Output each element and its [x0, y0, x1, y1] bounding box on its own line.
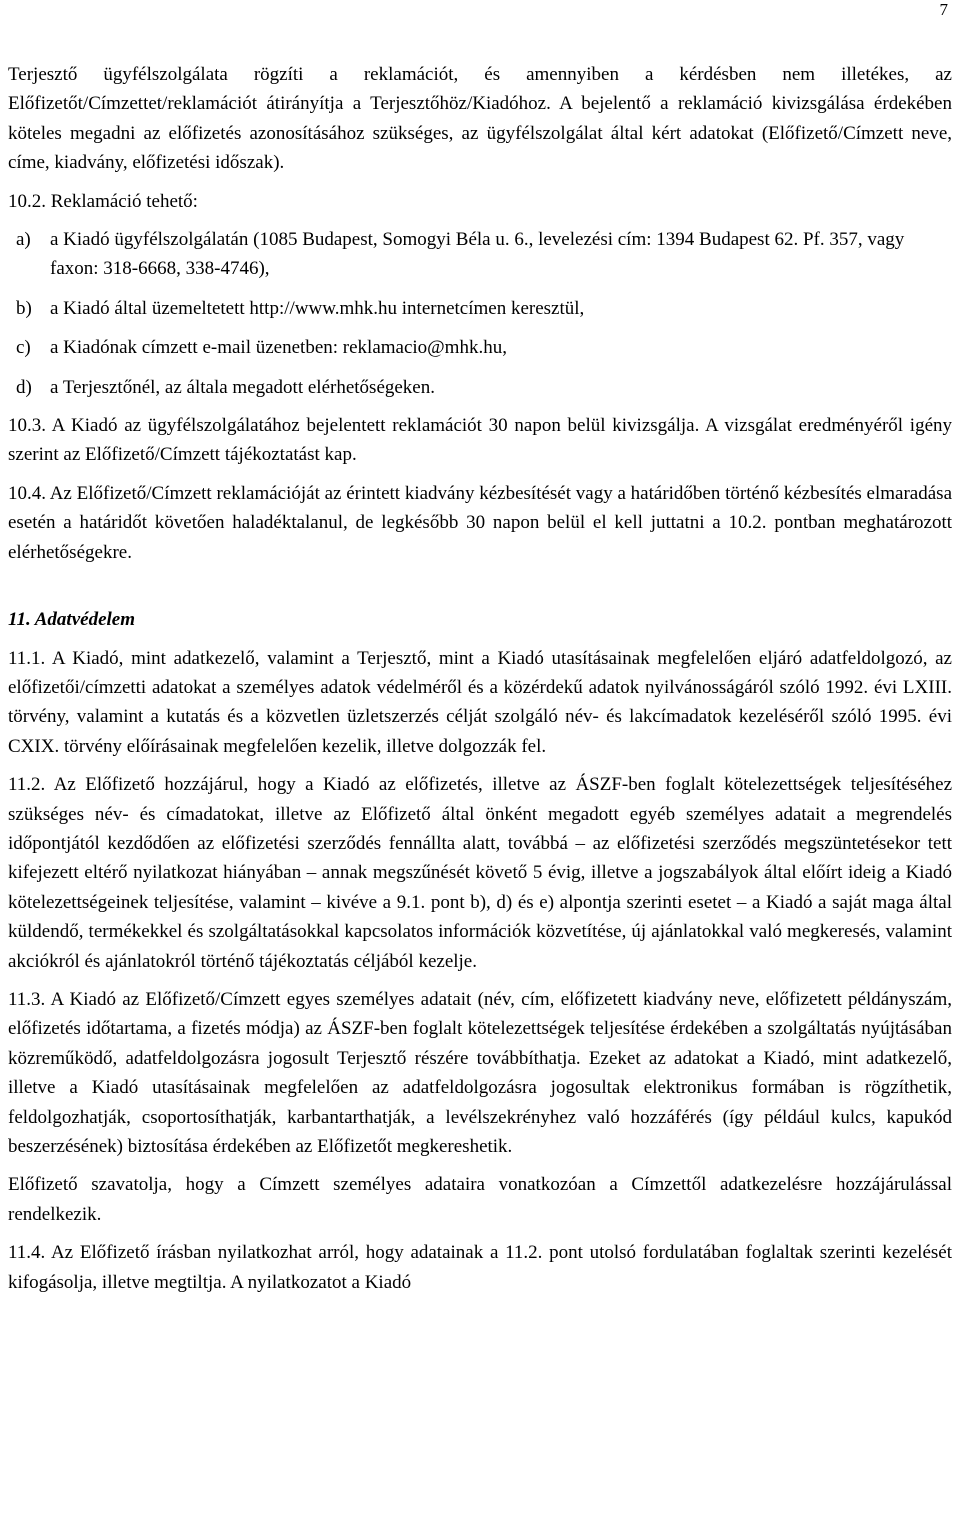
list-item-b	[16, 294, 952, 323]
list-marker: c)	[16, 337, 31, 359]
paragraph-11-2: 11.2. Az Előfizető hozzájárul, hogy a Kiadó az előfizetés, illetve az ÁSZF-ben foglalt kötelezettségek teljesítéséhez szükséges név- és címadatokat, illetve az Előfizető által önként megadott egyéb személyes adatait a megrendelés időpontjától kezdődően az előfizetési szerződés fennállta alatt, továbbá – az előfizetési szerződés megszüntetésekor tett kifejezett eltérő nyilatkozat hiányában – annak megszűnését követő 5 évig, illetve a jogszabályok által előírt ideig a Kiadó kötelezettségeinek teljesítése, valamint – kivéve a 9.1. pont b), d) és e) alpontja szerinti esetet – a Kiadó a saját maga által küldendő, termékekkel és szolgáltatásokkal kapcsolatos információk közvetítése, új ajánlatokkal való megkeresés, valamint akciókról és ajánlatokról történő tájékoztatás céljából kezelje.	[8, 774, 952, 972]
paragraph-10-2: 10.2. Reklamáció tehető:	[8, 190, 198, 212]
section-heading-adatvedelem: 11. Adatvédelem	[8, 609, 135, 631]
paragraph-11-3: 11.3. A Kiadó az Előfizető/Címzett egyes személyes adatait (név, cím, előfizetett kiadvány neve, előfizetett példányszám, előfizetés időtartama, a fizetés módja) az ÁSZF-ben foglalt kötelezettségek teljesítése érdekében a szolgáltatás nyújtásában közreműködő, adatfeldolgozásra jogosult Terjesztő részére továbbíthatja. Ezeket az adatokat a Kiadó, mint adatkezelő, illetve a Kiadó utasításainak megfelelően az adatfeldolgozásra jogosultak elektronikus formában is rögzíthetik, feldolgozhatják, csoportosíthatják, karbantarthatják, a levélszekrényhez való hozzáférés (így például kulcs, kapukód beszerzésének) biztosítása érdekében az Előfizetőt megkereshetik.	[8, 988, 952, 1157]
list-text: a Terjesztőnél, az általa megadott elérhetőségeken.	[50, 376, 435, 398]
list-item-c	[16, 333, 952, 362]
document-body	[8, 60, 952, 1297]
list-text: a Kiadónak címzett e-mail üzenetben: reklamacio@mhk.hu,	[50, 337, 507, 359]
page-number: 7	[939, 0, 948, 19]
list-text: a Kiadó által üzemeltetett http://www.mhk.hu internetcímen keresztül,	[50, 297, 585, 319]
list-item-a	[16, 225, 952, 284]
list-marker: a)	[16, 229, 31, 251]
paragraph-intro: Terjesztő ügyfélszolgálata rögzíti a reklamációt, és amennyiben a kérdésben nem illetékes, az Előfizetőt/Címzettet/reklamációt átirányítja a Terjesztőhöz/Kiadóhoz. A bejelentő a reklamáció kivizsgálása érdekében köteles megadni az előfizetés azonosításához szükséges, az ügyfélszolgálat által kért adatokat (Előfizető/Címzett neve, címe, kiadvány, előfizetési időszak).	[8, 64, 952, 174]
paragraph-10-3: 10.3. A Kiadó az ügyfélszolgálatához bejelentett reklamációt 30 napon belül kivizsgálja. A vizsgálat eredményéről igény szerint az Előfizető/Címzett tájékoztatást kap.	[8, 415, 952, 466]
paragraph-11-4: 11.4. Az Előfizető írásban nyilatkozhat arról, hogy adatainak a 11.2. pont utolsó fordulatában foglaltak szerinti kezelését kifogásolja, illetve megtiltja. A nyilatkozatot a Kiadó	[8, 1242, 952, 1293]
list-text: a Kiadó ügyfélszolgálatán (1085 Budapest, Somogyi Béla u. 6., levelezési cím: 1394 Budapest 62. Pf. 357, vagy faxon: 318-6668, 338-4746),	[50, 229, 905, 280]
paragraph-11-1: 11.1. A Kiadó, mint adatkezelő, valamint a Terjesztő, mint a Kiadó utasításainak megfelelően eljáró adatfeldolgozó, az előfizetői/címzetti adatokat a személyes adatok védelméről és a közérdekű adatok nyilvánosságáról szóló 1992. évi LXIII. törvény, valamint a kutatás és a közvetlen üzletszerzés célját szolgáló név- és lakcímadatok kezeléséről szóló 1995. évi CXIX. törvény előírásainak megfelelően kezelik, illetve dolgozzák fel.	[8, 647, 952, 757]
list-marker: b)	[16, 297, 32, 319]
list-item-d	[16, 373, 952, 402]
paragraph-10-4: 10.4. Az Előfizető/Címzett reklamációját az érintett kiadvány kézbesítését vagy a határidőben történő kézbesítés elmaradása esetén a határidőt követően haladéktalanul, de legkésőbb 30 napon belül el kell juttatni a 10.2. pontban meghatározott elérhetőségekre.	[8, 482, 952, 563]
list-marker: d)	[16, 376, 32, 398]
paragraph-szavatolja: Előfizető szavatolja, hogy a Címzett személyes adataira vonatkozóan a Címzettől adatkezelésre hozzájárulással rendelkezik.	[8, 1174, 952, 1225]
